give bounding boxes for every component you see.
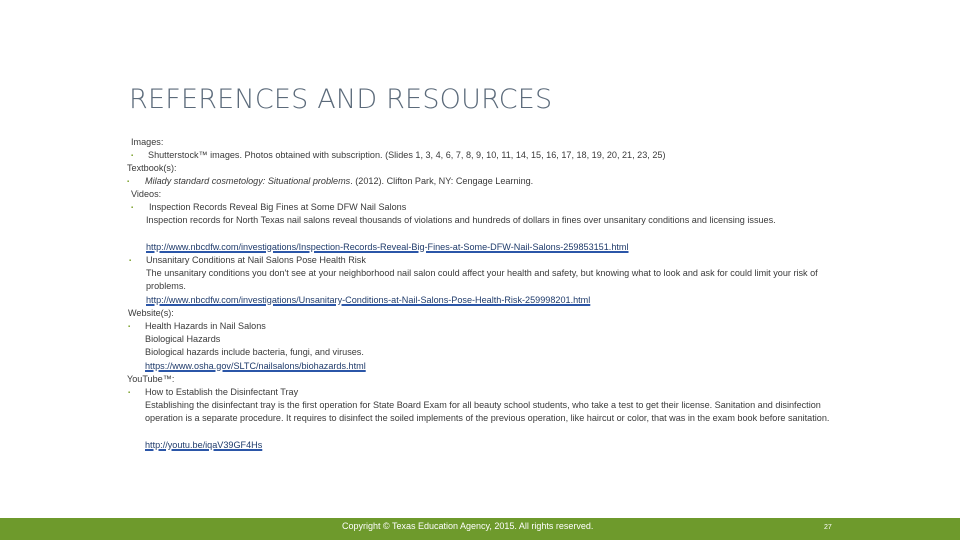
video1-link[interactable]	[146, 241, 629, 254]
youtube-heading: YouTube™:	[127, 374, 175, 384]
websites-heading: Website(s):	[128, 308, 174, 318]
bullet-icon: ▪	[128, 324, 131, 330]
video2-description: The unsanitary conditions you don't see at your neighborhood nail salon could affect your health and safety, but knowing what to look and ask for could limit your risk of problems.	[146, 268, 818, 292]
video1-title: Inspection Records Reveal Big Fines at Some DFW Nail Salons	[149, 202, 407, 212]
textbook-title: Milady standard cosmetology: Situational problems	[145, 176, 351, 186]
references-content	[0, 134, 960, 464]
youtube1-link[interactable]	[145, 439, 262, 452]
website1-title: Health Hazards in Nail Salons	[145, 321, 266, 331]
website1-description: Biological hazards include bacteria, fungi, and viruses.	[145, 347, 364, 357]
bullet-icon: ▪	[129, 258, 132, 264]
video1-url[interactable]: http://www.nbcdfw.com/investigations/Inspection-Records-Reveal-Big-Fines-at-Some-DFW-Nail-Salons-259853151.html	[146, 242, 629, 252]
youtube1-description: Establishing the disinfectant tray is the first operation for State Board Exam for all beauty school students, who take a test to get their license. Sanitation and disinfection operation is a separate procedure. It requires to disinfect the soiled implements of the previous operation, like haircut or color, that was in the exam book before sanitation.	[145, 400, 830, 424]
bullet-icon: ▪	[131, 153, 134, 159]
bullet-icon: ▪	[128, 390, 131, 396]
website1-link[interactable]	[145, 360, 366, 373]
youtube1-url[interactable]: http://youtu.be/iqaV39GF4Hs	[145, 440, 263, 450]
video1-description: Inspection records for North Texas nail salons reveal thousands of violations and hundreds of dollars in fines over unsanitary conditions and licensing issues.	[146, 215, 776, 225]
page-number: 27	[824, 524, 832, 531]
video2-url[interactable]: http://www.nbcdfw.com/investigations/Unsanitary-Conditions-at-Nail-Salons-Pose-Health-Risk-259998201.html	[146, 295, 591, 305]
images-text: Shutterstock™ images. Photos obtained with subscription. (Slides 1, 3, 4, 6, 7, 8, 9, 10, 11, 14, 15, 16, 17, 18, 19, 20, 21, 23, 25)	[148, 150, 666, 160]
website1-url[interactable]: https://www.osha.gov/SLTC/nailsalons/biohazards.html	[145, 361, 366, 371]
textbook-citation	[145, 175, 533, 188]
bullet-icon: ▪	[127, 179, 130, 185]
website1-subtitle: Biological Hazards	[145, 334, 221, 344]
textbook-details: . (2012). Clifton Park, NY: Cengage Learning.	[350, 176, 534, 186]
copyright-text: Copyright © Texas Education Agency, 2015. All rights reserved.	[342, 521, 594, 531]
video2-title: Unsanitary Conditions at Nail Salons Pose Health Risk	[146, 255, 366, 265]
slide-title: REFERENCES AND RESOURCES	[129, 84, 553, 115]
bullet-icon: ▪	[131, 205, 134, 211]
textbooks-heading: Textbook(s):	[127, 163, 177, 173]
videos-heading: Videos:	[131, 189, 162, 199]
images-heading: Images:	[131, 137, 164, 147]
youtube1-title: How to Establish the Disinfectant Tray	[145, 387, 299, 397]
video2-link[interactable]	[146, 294, 590, 307]
footer-bar	[0, 518, 960, 540]
